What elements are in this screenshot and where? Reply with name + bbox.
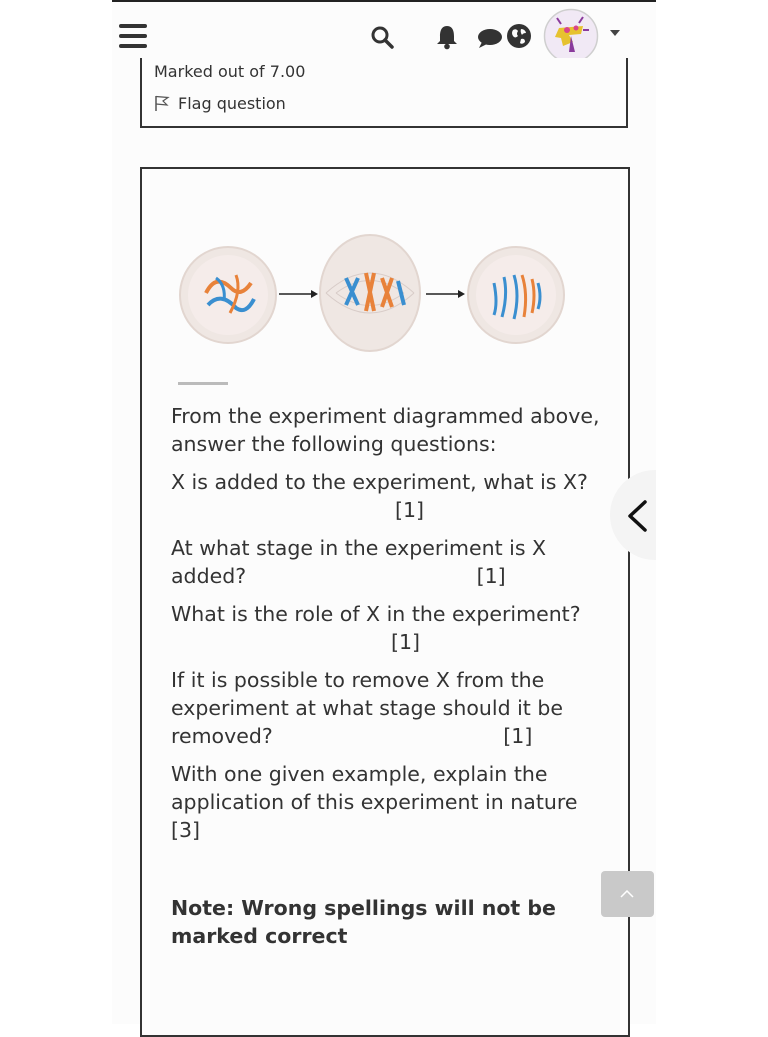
question-intro: From the experiment diagrammed above, answer the following questions:: [171, 404, 600, 456]
marked-out-of: Marked out of 7.00: [154, 62, 306, 81]
hamburger-icon[interactable]: [119, 24, 147, 48]
cell-division-diagram: [176, 233, 566, 357]
question-1-mark: [1]: [395, 498, 425, 522]
question-4: [171, 666, 611, 750]
question-text: [171, 402, 611, 854]
question-1-text: X is added to the experiment, what is X?: [171, 470, 588, 494]
caret-down-icon[interactable]: [609, 29, 621, 37]
avatar[interactable]: [543, 8, 599, 64]
flag-question-button[interactable]: [154, 94, 286, 113]
spelling-note: Note: Wrong spellings will not be marked correct: [171, 896, 556, 948]
question-2: [171, 534, 611, 590]
chevron-left-icon: [626, 500, 648, 532]
back-to-top-button[interactable]: [601, 871, 654, 917]
question-4-mark: [1]: [503, 724, 533, 748]
question-5: [171, 760, 611, 844]
question-5-text: With one given example, explain the application of this experiment in nature: [171, 762, 578, 814]
question-4-text: If it is possible to remove X from the experiment at what stage should it be removed?: [171, 668, 563, 748]
question-1: [171, 468, 611, 524]
globe-icon[interactable]: [506, 23, 532, 49]
bell-icon[interactable]: [435, 24, 459, 50]
question-5-mark: [3]: [171, 818, 201, 842]
search-icon[interactable]: [370, 25, 394, 49]
previous-question-info: [140, 58, 628, 128]
chevron-up-icon: [620, 890, 634, 898]
question-2-text: At what stage in the experiment is X added?: [171, 536, 547, 588]
image-credit: [178, 382, 228, 385]
question-box: [140, 167, 630, 1037]
flag-icon: [154, 95, 170, 112]
question-3-mark: [1]: [391, 630, 421, 654]
question-2-mark: [1]: [476, 564, 506, 588]
chat-icon[interactable]: [476, 27, 504, 49]
question-3-text: What is the role of X in the experiment?: [171, 602, 581, 626]
navbar: [112, 2, 656, 66]
flag-question-label: Flag question: [178, 94, 286, 113]
question-3: [171, 600, 611, 656]
